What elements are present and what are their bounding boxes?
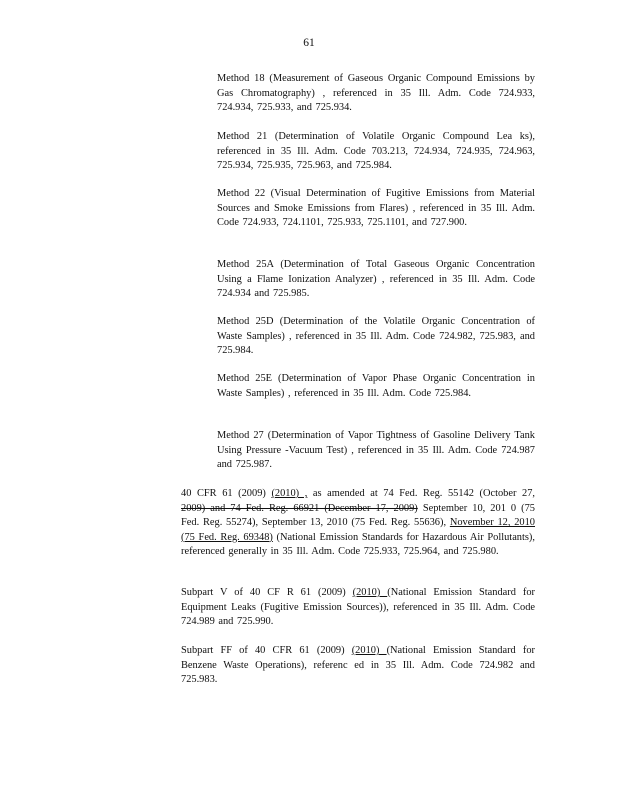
method-18-entry [217, 72, 535, 116]
method-25d-entry [217, 315, 535, 359]
cfr-61-inserted-year: (2010) , [271, 488, 308, 499]
cfr-61-text-part2: as amended at 74 Fed. Reg. 55142 (October 27, [307, 488, 535, 499]
method-18-text: Method 18 (Measurement of Gaseous Organic Compound Emissions by Gas Chromatography) , referenced in 35 Ill. Adm. Code 724.933, 724.934, 725.933, and 725.934. [217, 73, 535, 114]
method-22-entry [217, 187, 535, 231]
subpart-v-text-part2: (National Emission Standard for Equipment Leaks (Fugitive Emission Sources)), referenced in 35 Ill. Adm. Code 724.989 and 725.990. [181, 587, 535, 628]
subpart-v-inserted-year: (2010) [352, 587, 388, 598]
cfr-61-struck-text: 2009) and 74 Fed. Reg. 66921 (December 17, 2009) [181, 502, 418, 514]
subpart-v-entry [181, 586, 535, 630]
cfr-61-text-part3: September 10, 201 0 (75 Fed. Reg. 55274), September 13, 2010 (75 Fed. Reg. 55636), [181, 502, 535, 529]
subpart-ff-inserted-year: (2010) [351, 645, 387, 656]
subpart-v-text-part1: Subpart V of 40 CF R 61 (2009) [181, 587, 353, 598]
method-22-text: Method 22 (Visual Determination of Fugitive Emissions from Material Sources and Smoke Emissions from Flares) , referenced in 35 Ill. Adm. Code 724.933, 724.1101, 725.933, 725.1101, and 727.900. [217, 188, 535, 229]
method-27-entry [217, 429, 535, 473]
method-21-text: Method 21 (Determination of Volatile Organic Compound Lea ks), referenced in 35 Ill. Adm. Code 703.213, 724.934, 724.935, 724.963, 725.934, 725.935, 725.963, and 725.984. [217, 131, 535, 172]
cfr-61-entry [181, 487, 535, 560]
method-25a-text: Method 25A (Determination of Total Gaseous Organic Concentration Using a Flame Ionization Analyzer) , referenced in 35 Ill. Adm. Code 724.934 and 725.985. [217, 259, 535, 300]
cfr-61-text-part4: (National Emission Standards for Hazardous Air Pollutants), referenced generally in 35 Ill. Adm. Code 725.933, 725.964, and 725.980. [181, 531, 535, 558]
page-number: 61 [303, 37, 315, 49]
method-25e-text: Method 25E (Determination of Vapor Phase Organic Concentration in Waste Samples) , referenced in 35 Ill. Adm. Code 725.984. [217, 373, 535, 399]
subpart-ff-text-part1: Subpart FF of 40 CFR 61 (2009) [181, 645, 352, 656]
method-27-text: Method 27 (Determination of Vapor Tightness of Gasoline Delivery Tank Using Pressure -Vacuum Test) , referenced in 35 Ill. Adm. Code 724.987 and 725.987. [217, 430, 535, 471]
cfr-61-text-part1: 40 CFR 61 (2009) [181, 488, 272, 499]
subpart-ff-entry [181, 644, 535, 688]
method-25a-entry [217, 258, 535, 302]
method-25e-entry [217, 372, 535, 401]
subpart-ff-text-part2: (National Emission Standard for Benzene Waste Operations), referenc ed in 35 Ill. Adm. Code 724.982 and 725.983. [181, 645, 535, 686]
method-25d-text: Method 25D (Determination of the Volatile Organic Concentration of Waste Samples) , referenced in 35 Ill. Adm. Code 724.982, 725.983, and 725.984. [217, 316, 535, 357]
cfr-61-inserted-date: November 12, 2010 (75 Fed. Reg. 69348) [181, 517, 536, 543]
method-21-entry [217, 130, 535, 174]
